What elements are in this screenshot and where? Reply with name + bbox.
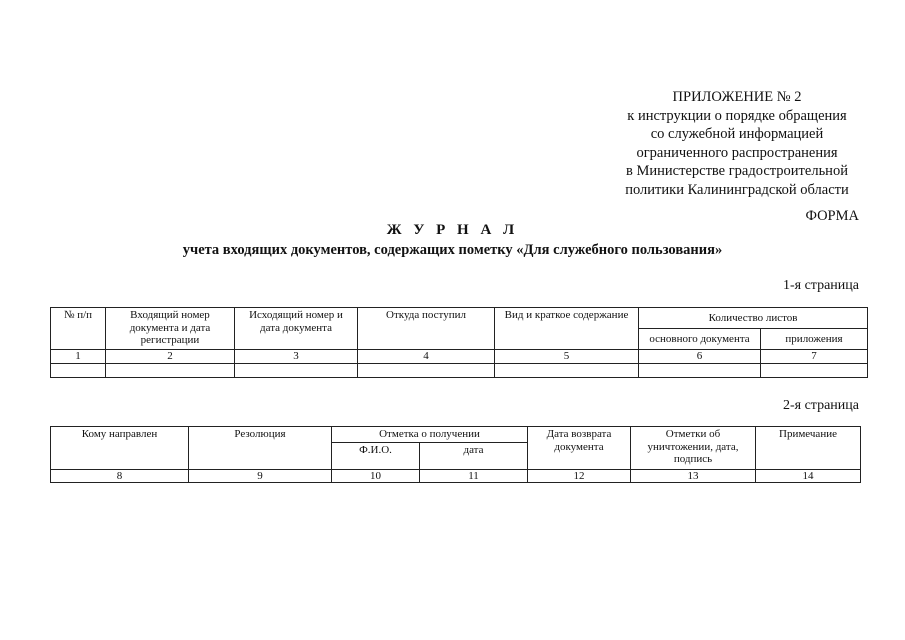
page1-table: [50, 307, 868, 378]
header-content: Вид и краткое содержание: [495, 308, 639, 350]
table-row: [51, 363, 868, 377]
header-num: № п/п: [51, 308, 106, 350]
table-row: [51, 350, 868, 364]
appendix-line: к инструкции о порядке обращения: [627, 107, 847, 124]
header-resolution: Резолюция: [189, 427, 332, 470]
form-label: ФОРМА: [805, 208, 859, 224]
column-number: 2: [106, 350, 235, 364]
header-note: Примечание: [756, 427, 861, 470]
header-receipt: Отметка о получении: [332, 427, 528, 443]
journal-title: Ж У Р Н А Л: [386, 222, 519, 238]
table-cell: [495, 363, 639, 377]
header-date: дата: [420, 442, 528, 469]
column-number: 9: [189, 469, 332, 483]
column-number: 10: [332, 469, 420, 483]
header-fio: Ф.И.О.: [332, 442, 420, 469]
journal-subtitle: учета входящих документов, содержащих пометку «Для служебного пользования»: [182, 242, 723, 258]
appendix-line: ограниченного распространения: [636, 144, 838, 161]
table-cell: [761, 363, 868, 377]
table-cell: [358, 363, 495, 377]
table-row: [51, 469, 861, 483]
header-main-doc: основного документа: [639, 329, 761, 350]
table-header-row: [51, 308, 868, 329]
column-number: 11: [420, 469, 528, 483]
appendix-line: в Министерстве градостроительной: [626, 163, 848, 179]
header-return-date: Дата возврата документа: [528, 427, 631, 470]
appendix-line: политики Калининградской области: [625, 181, 849, 198]
page2-table: [50, 426, 861, 483]
page1-label: 1-я страница: [782, 278, 859, 293]
column-number: 4: [358, 350, 495, 364]
header-incoming: Входящий номер документа и дата регистрации: [106, 308, 235, 350]
header-sheets: Количество листов: [639, 308, 868, 329]
header-source: Откуда поступил: [358, 308, 495, 350]
table-cell: [51, 363, 106, 377]
appendix-line: ПРИЛОЖЕНИЕ № 2: [672, 89, 802, 105]
table-cell: [106, 363, 235, 377]
column-number: 6: [639, 350, 761, 364]
appendix-block: [610, 88, 864, 199]
column-number: 8: [51, 469, 189, 483]
header-sent-to: Кому направлен: [51, 427, 189, 470]
column-number: 3: [235, 350, 358, 364]
column-number: 12: [528, 469, 631, 483]
column-number: 13: [631, 469, 756, 483]
table-cell: [639, 363, 761, 377]
header-destruction: Отметки об уничтожении, дата, подпись: [631, 427, 756, 470]
column-number: 7: [761, 350, 868, 364]
column-number: 14: [756, 469, 861, 483]
table-header-row: [51, 427, 861, 443]
column-number: 5: [495, 350, 639, 364]
appendix-line: со служебной информацией: [650, 126, 824, 142]
column-number: 1: [51, 350, 106, 364]
header-appendix: приложения: [761, 329, 868, 350]
page2-label: 2-я страница: [782, 398, 859, 413]
header-outgoing: Исходящий номер и дата документа: [235, 308, 358, 350]
table-cell: [235, 363, 358, 377]
